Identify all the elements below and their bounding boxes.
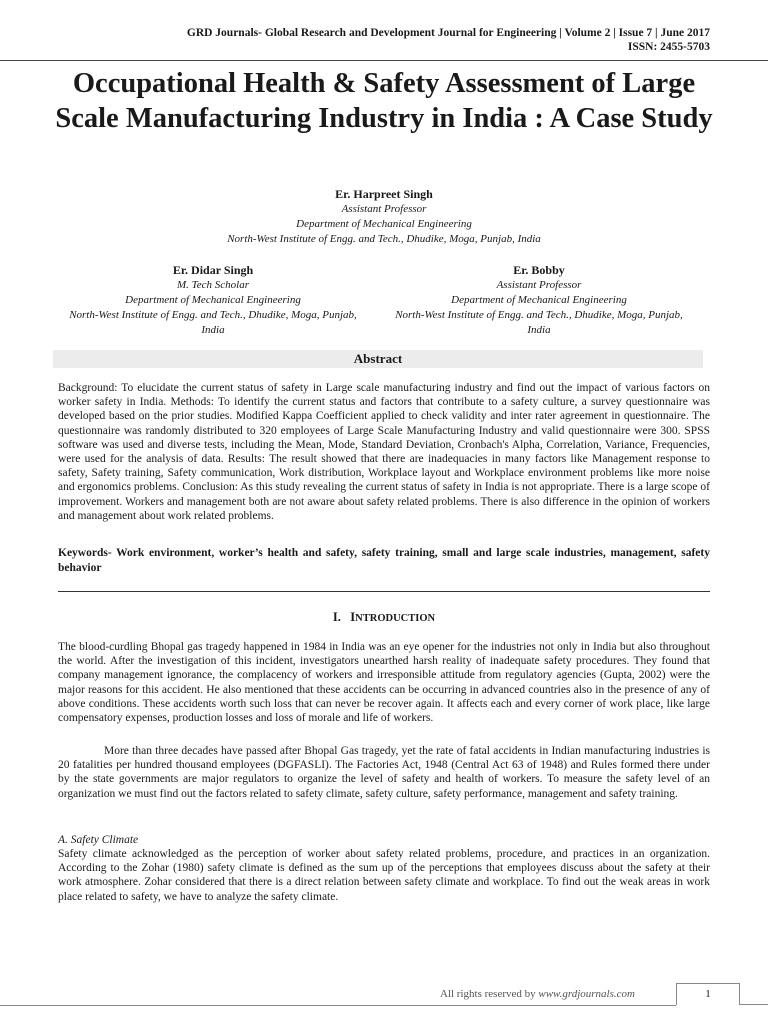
paragraph: Safety climate acknowledged as the perception of worker about safety related problems, procedure, and practices in an organization. According to the Zohar (1980) safety climate is defined as the sum up of the perceptions that employees discuss about the safety at their work atmosphere. Zohar considered that there is a direct relation between safety climate and workplace. To find out the weak areas in work place related to safety, we have to analyze the safety climate. bbox=[58, 848, 710, 903]
issn: ISSN: 2455-5703 bbox=[627, 41, 710, 53]
section-title-rest: NTRODUCTION bbox=[355, 613, 436, 624]
author-institute: North-West Institute of Engg. and Tech., Dhudike, Moga, Punjab, India bbox=[395, 309, 683, 336]
journal-header bbox=[187, 26, 710, 54]
page-number: 1 bbox=[676, 983, 740, 1005]
author-department: Department of Mechanical Engineering bbox=[451, 294, 627, 306]
abstract-heading: Abstract bbox=[53, 350, 703, 368]
section-title-initial: I bbox=[350, 610, 356, 624]
footer-site-link[interactable]: www.grdjournals.com bbox=[538, 988, 635, 1000]
author-name: Er. Didar Singh bbox=[172, 263, 254, 277]
author-role: Assistant Professor bbox=[496, 279, 582, 291]
author-department: Department of Mechanical Engineering bbox=[125, 294, 301, 306]
keywords bbox=[58, 546, 710, 575]
author-right bbox=[384, 262, 694, 338]
footer-rights bbox=[440, 988, 635, 1000]
author-role: M. Tech Scholar bbox=[176, 279, 249, 291]
keywords-list: Work environment, worker’s health and safety, safety training, small and large scale industries, management, safety behavior bbox=[58, 547, 710, 574]
section-divider bbox=[58, 591, 710, 592]
section-number: I. bbox=[332, 610, 341, 624]
author-main bbox=[84, 186, 684, 247]
author-department: Department of Mechanical Engineering bbox=[296, 218, 472, 230]
footer-divider bbox=[0, 1005, 676, 1006]
author-left bbox=[58, 262, 368, 338]
author-institute: North-West Institute of Engg. and Tech., Dhudike, Moga, Punjab, India bbox=[227, 233, 541, 245]
keywords-label: Keywords- bbox=[58, 547, 117, 559]
paragraph: More than three decades have passed after Bhopal Gas tragedy, yet the rate of fatal accidents in Indian manufacturing industries is 20 fatalities per hundred thousand employees (DGFASLI). The Factories Act, 1948 (Central Act 63 of 1948) and Rules formed there under by the state governments are major regulators to organize the level of safety and health of workers. To measure the safety level of an organization we must find out the factors related to safety climate, safety culture, safety performance, management and safety training. bbox=[58, 745, 710, 800]
author-role: Assistant Professor bbox=[341, 203, 427, 215]
header-divider bbox=[0, 60, 768, 61]
page-corner-rule bbox=[740, 983, 768, 1005]
abstract-text: Background: To elucidate the current status of safety in Large scale manufacturing industry and find out the impact of various factors on worker safety in India. Methods: To identify the current status and factors that contribute to a safety culture, a survey questionnaire was developed based on the prior studies. Modified Kappa Coefficient applied to check validity and inter rater agreement in questionnaire. The questionnaire was randomly distributed to 320 employees of Large Scale Manufacturing Industry and valid questionnaire were 300. SPSS software was used and diverse tests, including the Mean, Mode, Standard Deviation, Cronbach's Alpha, Correlation, Variance, Frequencies, were used for the analysis of data. Results: The result showed that there are inadequacies in many factors like Management response to safety, Safety training, Safety communication, Work distribution, Workplace layout and Workplace environment problems like more noise and ergonomics problems. Conclusion: As this study revealing the current status of safety in India is not appropriate. There is a large scope of improvement. Workers and management both are not aware about safety related problems. There is also difference in the opinion of workers and management about work related problems. bbox=[58, 382, 710, 522]
paragraph: The blood-curdling Bhopal gas tragedy happened in 1984 in India was an eye opener for the industries not only in India but also throughout the world. After the investigation of this incident, investigators unearthed harsh reality of inadequate safety procedures. They found that company management ignorance, the complacency of workers and irresponsible attitude from regulatory agencies (Gupta, 2002) were the major reasons for this accident. He also mentioned that these accidents can be occurring in advanced countries also in the presence of any of above conditions. These accidents worth such loss that can never be recover again. It affects each and every corner of work place, like large compensatory expenses, production losses and loss of morale and life of workers. bbox=[58, 641, 710, 725]
footer-rights-label: All rights reserved by bbox=[440, 988, 539, 1000]
author-institute: North-West Institute of Engg. and Tech., Dhudike, Moga, Punjab, India bbox=[69, 309, 357, 336]
author-name: Er. Bobby bbox=[513, 263, 565, 277]
section-heading bbox=[0, 610, 768, 625]
author-name: Er. Harpreet Singh bbox=[335, 187, 433, 201]
subsection-heading: A. Safety Climate bbox=[58, 834, 139, 846]
paper-title: Occupational Health & Safety Assessment of Large Scale Manufacturing Industry in India : A Case Study bbox=[55, 68, 713, 134]
journal-line: GRD Journals- Global Research and Development Journal for Engineering | Volume 2 | Issue 7 | June 2017 bbox=[186, 27, 710, 39]
